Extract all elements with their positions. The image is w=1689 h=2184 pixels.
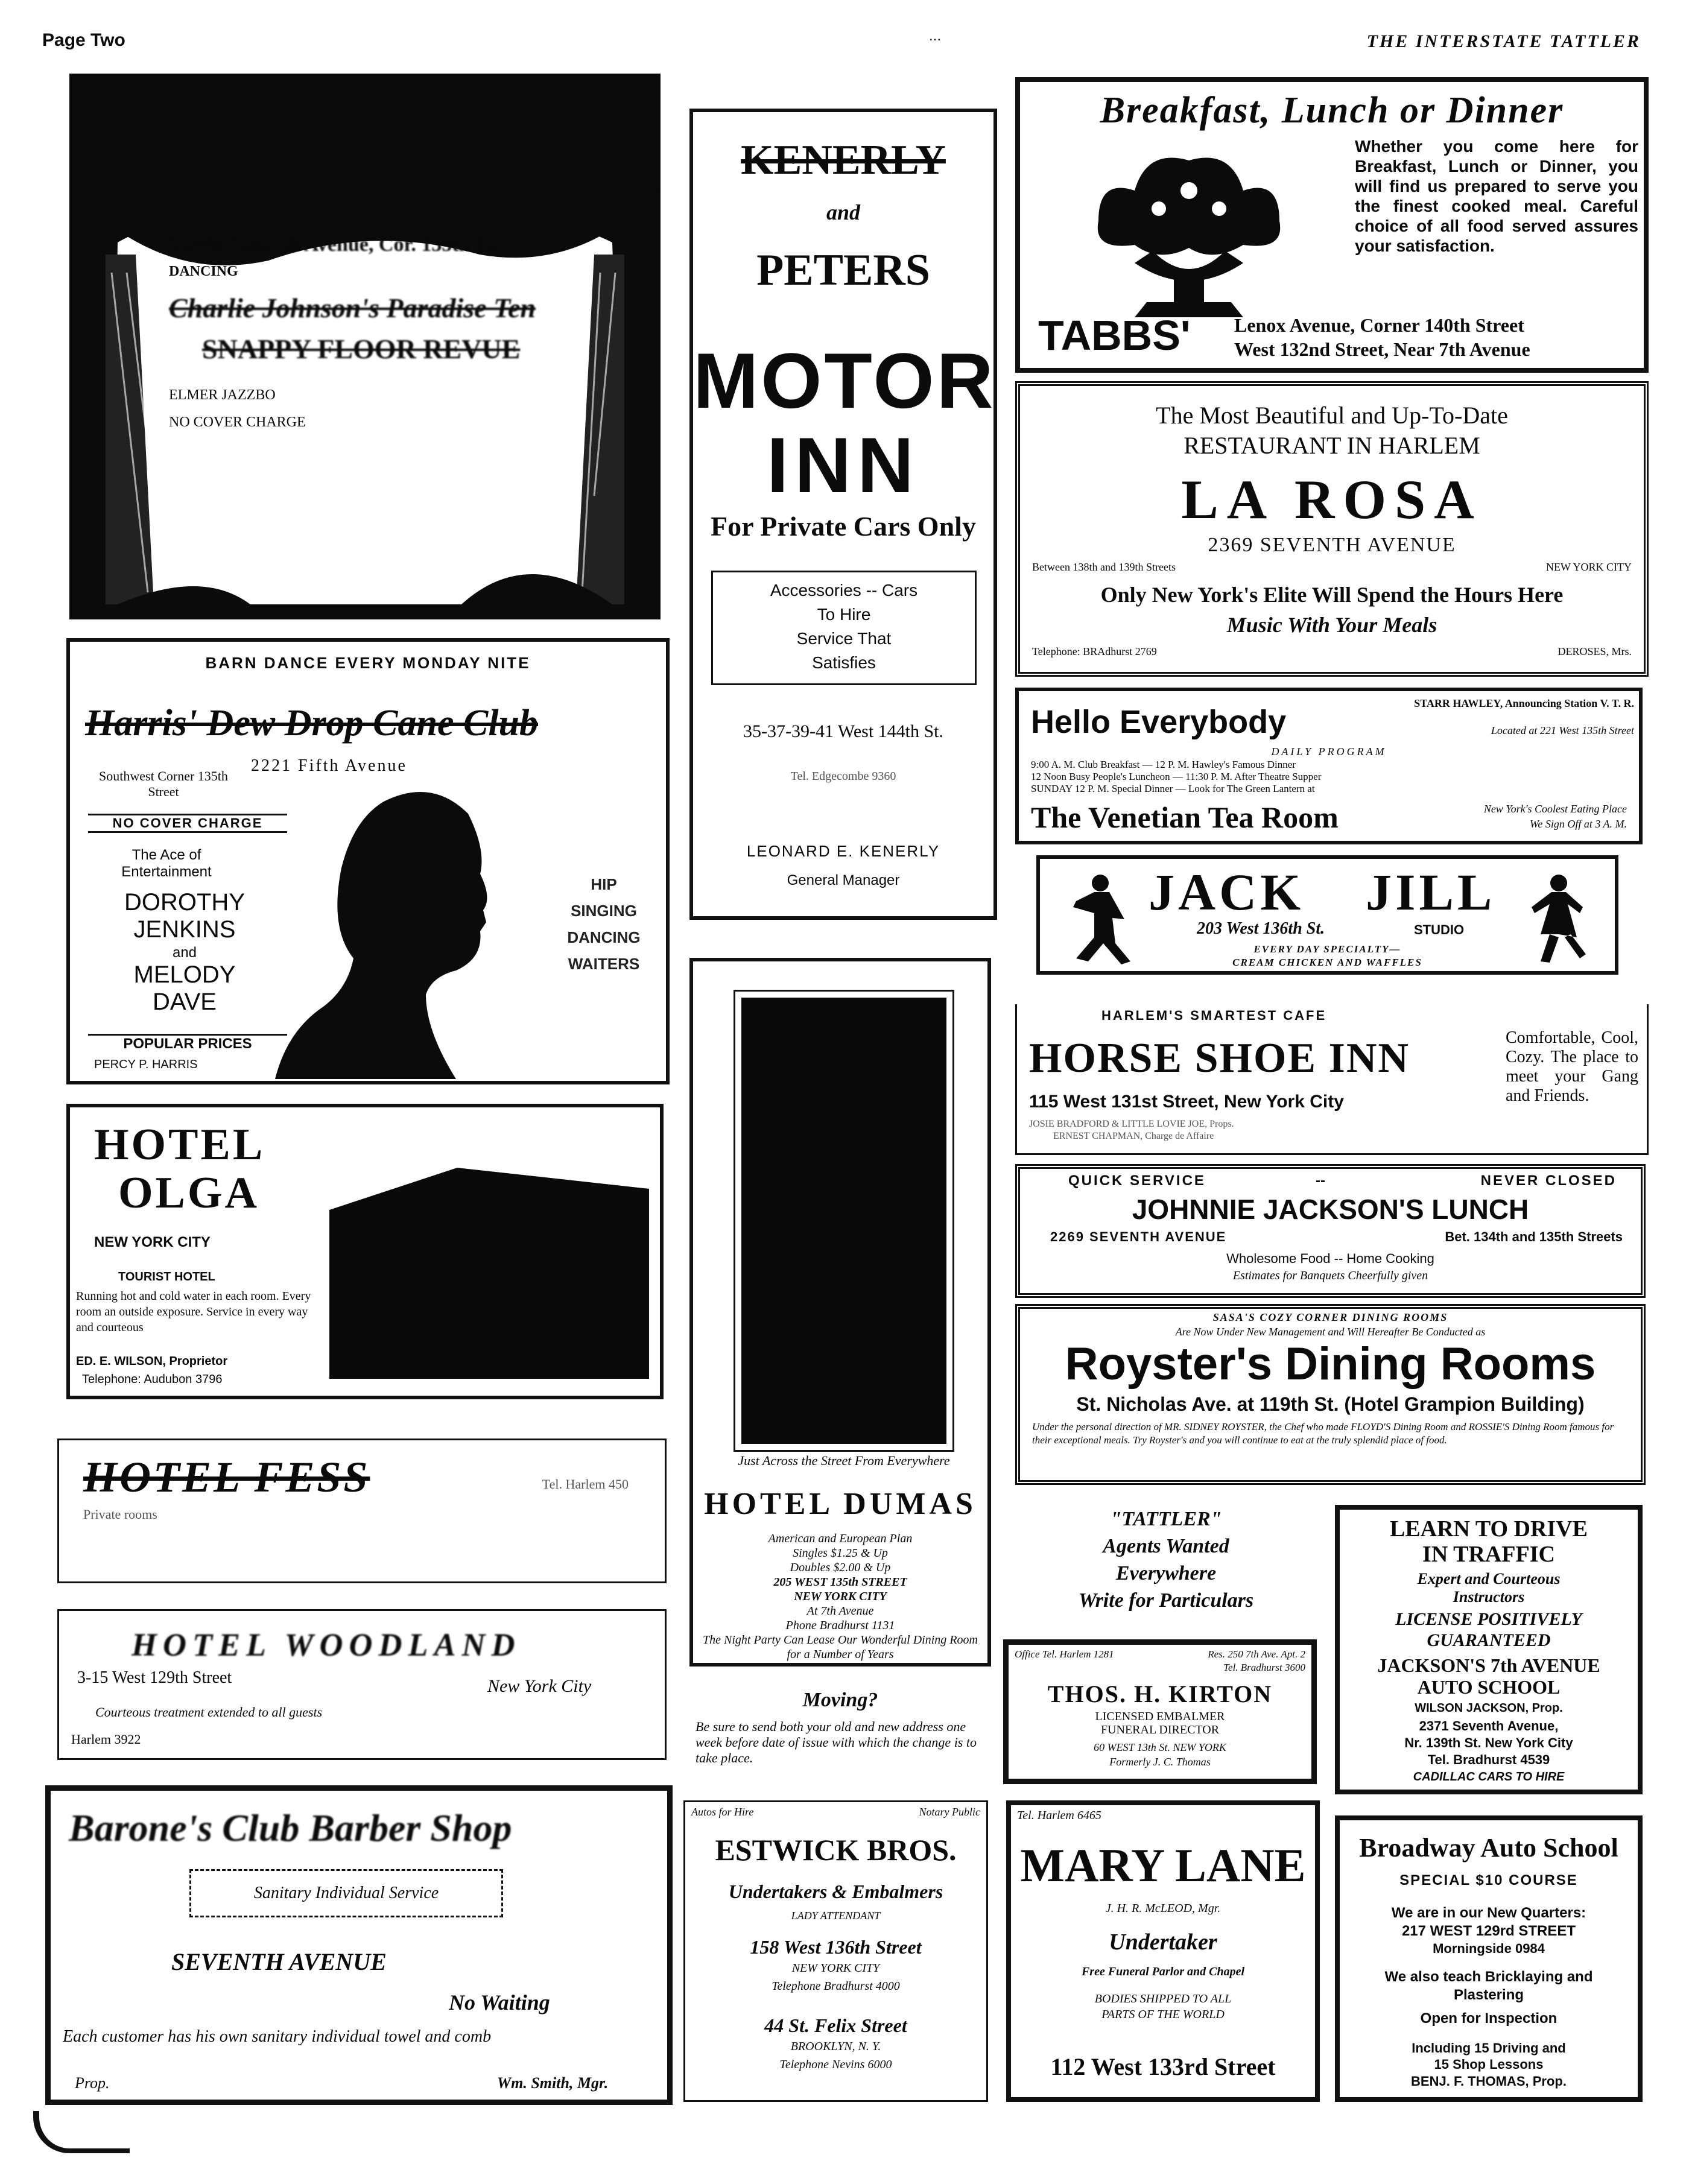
ad-hotel-fess	[57, 1439, 667, 1583]
ad-venetian-tea-room	[1015, 688, 1643, 844]
larosa-name: LA ROSA	[1181, 469, 1483, 530]
barber-title: Barone's Club Barber Shop	[69, 1806, 512, 1849]
venetian-starr: STARR HAWLEY, Announcing Station V. T. R.	[1414, 697, 1634, 709]
larosa-l1: The Most Beautiful and Up-To-Date	[1156, 402, 1508, 429]
estwick-sub: Undertakers & Embalmers	[728, 1881, 943, 1902]
ad-la-rosa	[1015, 381, 1649, 677]
dumas-l3: Doubles $2.00 & Up	[790, 1561, 891, 1574]
larosa-phone: Telephone: BRAdhurst 2769	[1032, 645, 1157, 657]
broadway-title: Broadway Auto School	[1359, 1833, 1618, 1863]
kirton-res: Res. 250 7th Ave. Apt. 2	[1208, 1648, 1305, 1660]
estwick-top-left: Autos for Hire	[691, 1806, 754, 1818]
ad-2294-line3: Charlie Johnson's Paradise Ten	[169, 293, 536, 323]
dancer-silhouette-left	[1064, 871, 1136, 967]
drive-addr2: Nr. 139th St. New York City	[1404, 1735, 1573, 1750]
marylane-address: 112 West 133rd Street	[1050, 2053, 1276, 2080]
johnnie-banquets: Estimates for Banquets Cheerfully given	[1232, 1269, 1428, 1282]
tattler-l3: Everywhere	[1115, 1562, 1217, 1584]
larosa-address: 2369 SEVENTH AVENUE	[1208, 534, 1456, 556]
drive-school1: JACKSON'S 7th AVENUE	[1377, 1654, 1600, 1676]
broadway-teach: We also teach Bricklaying and Plastering	[1384, 1969, 1593, 2003]
kenerly-acc1: Accessories -- Cars	[770, 581, 918, 600]
harris-side-2: SINGING	[571, 902, 637, 920]
venetian-program	[1031, 759, 1634, 795]
kenerly-motor: MOTOR	[693, 337, 996, 425]
harris-popular: POPULAR PRICES	[88, 1034, 287, 1052]
larosa-owner: DEROSES, Mrs.	[1557, 645, 1632, 657]
ad-harris-club	[66, 638, 670, 1084]
barber-nowait: No Waiting	[449, 1990, 550, 2015]
woodland-body: Courteous treatment extended to all guests	[95, 1704, 323, 1720]
jack-jill-every: EVERY DAY SPECIALTY—	[1253, 943, 1401, 955]
drive-school2: AUTO SCHOOL	[1417, 1676, 1561, 1698]
drive-l3: LICENSE POSITIVELY	[1395, 1609, 1582, 1629]
barber-prop: Prop.	[75, 2074, 110, 2092]
venetian-p2: 12 Noon Busy People's Luncheon — 11:30 P. M. After Theatre Supper	[1031, 771, 1322, 782]
johnnie-quick: QUICK SERVICE	[1068, 1173, 1206, 1189]
barber-mgr: Wm. Smith, Mgr.	[497, 2074, 609, 2092]
harris-ace: The Ace of Entertainment	[121, 847, 212, 880]
royster-body: Under the personal direction of MR. SIDNEY ROYSTER, the Chef who made FLOYD'S Dining Room and ROSSIE'S Dining Room famous for their exceptional meals. Try Royster's and you will continue to eat at the truly splendid place of food.	[1032, 1421, 1614, 1446]
ad-tattler-agents	[1015, 1502, 1317, 1629]
kenerly-title2: PETERS	[756, 245, 930, 295]
kirton-tel2: Tel. Bradhurst 3600	[1223, 1662, 1305, 1673]
ad-2294-line5: ELMER JAZZBO	[169, 387, 276, 403]
drive-prop: WILSON JACKSON, Prop.	[1415, 1701, 1563, 1715]
harris-proprietor: PERCY P. HARRIS	[94, 1058, 198, 1071]
johnnie-between: Bet. 134th and 135th Streets	[1445, 1229, 1623, 1244]
venetian-signoff: We Sign Off at 3 A. M.	[1530, 818, 1627, 830]
kirton-tel: Office Tel. Harlem 1281	[1015, 1648, 1114, 1660]
dumas-caption: Just Across the Street From Everywhere	[738, 1453, 950, 1468]
harris-and: and	[172, 945, 197, 961]
larosa-music: Music With Your Meals	[1226, 613, 1437, 637]
horseshoe-address: 115 West 131st Street, New York City	[1029, 1092, 1344, 1112]
dancer-silhouette-right	[1523, 871, 1595, 967]
woodland-title: HOTEL WOODLAND	[132, 1627, 521, 1663]
kenerly-acc4: Satisfies	[812, 653, 876, 672]
dumas-title: HOTEL DUMAS	[704, 1487, 977, 1521]
kenerly-address: 35-37-39-41 West 144th St.	[743, 721, 944, 741]
woodland-city: New York City	[487, 1676, 592, 1696]
harris-name3: MELODY	[133, 961, 236, 988]
estwick-title: ESTWICK BROS.	[715, 1833, 957, 1867]
marylane-bodies2: PARTS OF THE WORLD	[1101, 2008, 1225, 2021]
olga-tourist: TOURIST HOTEL	[118, 1270, 215, 1283]
horseshoe-staff1: JOSIE BRADFORD & LITTLE LOVIE JOE, Props.	[1029, 1119, 1234, 1129]
estwick-city2: BROOKLYN, N. Y.	[790, 2040, 881, 2053]
olga-title2: OLGA	[118, 1168, 259, 1218]
harris-title: Harris' Dew Drop Cane Club	[85, 703, 539, 744]
drive-l2: Instructors	[1453, 1588, 1525, 1606]
ad-tabbs	[1015, 77, 1649, 373]
jill-word: JILL	[1366, 863, 1496, 921]
estwick-city1: NEW YORK CITY	[791, 1961, 880, 1975]
kenerly-acc2: To Hire	[817, 605, 871, 624]
ad-estwick-bros	[683, 1800, 988, 2102]
kirton-lic2: FUNERAL DIRECTOR	[1100, 1723, 1220, 1736]
marylane-parlor: Free Funeral Parlor and Chapel	[1081, 1965, 1245, 1978]
harris-side-3: DANCING	[567, 928, 641, 946]
royster-address: St. Nicholas Ave. at 119th St. (Hotel Grampion Building)	[1076, 1393, 1585, 1415]
harris-side-1: HIP	[591, 875, 617, 893]
broadway-phone: Morningside 0984	[1433, 1941, 1545, 1956]
fountain-illustration	[1062, 142, 1316, 317]
olga-city: NEW YORK CITY	[94, 1234, 211, 1250]
kenerly-and: and	[826, 200, 861, 224]
harris-side-text	[547, 871, 661, 977]
page-header-right: THE INTERSTATE TATTLER	[1366, 31, 1641, 51]
estwick-lady: LADY ATTENDANT	[791, 1910, 881, 1922]
scan-edge-artifact	[33, 2111, 130, 2153]
venetian-daily: DAILY PROGRAM	[1271, 745, 1387, 758]
royster-top2: Are Now Under New Management and Will Hereafter Be Conducted as	[1175, 1326, 1486, 1338]
harris-top: BARN DANCE EVERY MONDAY NITE	[205, 654, 531, 672]
marylane-name: MARY LANE	[1020, 1839, 1306, 1891]
horseshoe-staff2: ERNEST CHAPMAN, Charge de Affaire	[1053, 1131, 1214, 1141]
woodland-address: 3-15 West 129th Street	[77, 1668, 232, 1687]
drive-tel: Tel. Bradhurst 4539	[1427, 1752, 1550, 1767]
ad-kenerly-peters	[689, 109, 997, 920]
horseshoe-top: HARLEM'S SMARTEST CAFE	[1101, 1008, 1327, 1023]
tabbs-body: Whether you come here for Breakfast, Lunch or Dinner, you will find us prepared to serve you the finest cooked meal. Careful choice of all food served assures your satisfaction.	[1355, 137, 1638, 255]
broadway-prop: BENJ. F. THOMAS, Prop.	[1411, 2074, 1567, 2089]
kenerly-manager-title: General Manager	[787, 872, 900, 888]
dumas-building-photo	[735, 992, 952, 1450]
kenerly-private: For Private Cars Only	[711, 511, 976, 542]
ad-roysters-dining-rooms	[1015, 1304, 1646, 1485]
tabbs-title: Breakfast, Lunch or Dinner	[1100, 90, 1564, 131]
woodland-phone: Harlem 3922	[71, 1732, 141, 1747]
drive-addr1: 2371 Seventh Avenue,	[1419, 1718, 1559, 1733]
venetian-coolest: New York's Coolest Eating Place	[1483, 803, 1627, 815]
tabbs-name: TABBS'	[1038, 312, 1191, 359]
olga-phone: Telephone: Audubon 3796	[82, 1373, 223, 1386]
harris-side-4: WAITERS	[568, 955, 640, 973]
ad-learn-to-drive	[1335, 1505, 1643, 1794]
broadway-open: Open for Inspection	[1420, 2010, 1557, 2027]
ad-hotel-woodland	[57, 1609, 667, 1760]
ad-horse-shoe-inn	[1015, 1004, 1649, 1155]
ad-mary-lane	[1006, 1800, 1320, 2102]
dumas-l5: NEW YORK CITY	[794, 1590, 887, 1603]
broadway-incl1: Including 15 Driving and	[1412, 2040, 1566, 2056]
estwick-tel1: Telephone Bradhurst 4000	[772, 1980, 900, 1993]
ad-2294-line1: 2294½ Seventh Avenue, Cor. 135th St.	[169, 233, 499, 256]
johnnie-name: JOHNNIE JACKSON'S LUNCH	[1132, 1194, 1529, 1225]
olga-title1: HOTEL	[94, 1120, 265, 1170]
harris-name4: DAVE	[153, 989, 217, 1015]
ad-kirton-funeral	[1003, 1639, 1317, 1784]
jack-word: JACK	[1149, 863, 1305, 921]
kirton-name: THOS. H. KIRTON	[1047, 1680, 1273, 1708]
fess-right: Tel. Harlem 450	[542, 1477, 629, 1492]
drive-title1: LEARN TO DRIVE	[1389, 1516, 1588, 1542]
ad-moving-notice	[689, 1689, 991, 1791]
drive-title2: IN TRAFFIC	[1422, 1542, 1555, 1567]
royster-top1: SASA'S COZY CORNER DINING ROOMS	[1212, 1311, 1448, 1323]
ad-hotel-dumas	[689, 958, 991, 1666]
tabbs-addr2: West 132nd Street, Near 7th Avenue	[1234, 338, 1530, 360]
venetian-p3: SUNDAY 12 P. M. Special Dinner — Look for The Green Lantern at	[1031, 783, 1315, 794]
larosa-between: Between 138th and 139th Streets	[1032, 561, 1176, 573]
ad-2294-line4: SNAPPY FLOOR REVUE	[202, 334, 521, 364]
ad-jack-and-jill	[1036, 855, 1618, 975]
moving-title: Moving?	[802, 1689, 878, 1711]
drive-l1: Expert and Courteous	[1417, 1570, 1561, 1587]
venetian-name: The Venetian Tea Room	[1031, 800, 1339, 834]
barber-address: SEVENTH AVENUE	[171, 1948, 387, 1975]
venetian-hello: Hello Everybody	[1031, 704, 1287, 740]
larosa-l2: RESTAURANT IN HARLEM	[1184, 432, 1480, 459]
horseshoe-side: Comfortable, Cool, Cozy. The place to meet your Gang and Friends.	[1506, 1028, 1638, 1105]
broadway-addr: 217 WEST 129rd STREET	[1401, 1923, 1576, 1939]
tattler-l1: "TATTLER"	[1110, 1508, 1222, 1530]
dumas-l2: Singles $1.25 & Up	[793, 1546, 888, 1560]
ad-broadway-auto-school	[1335, 1815, 1643, 2102]
olga-manager: ED. E. WILSON, Proprietor	[76, 1355, 228, 1368]
kenerly-manager-name: LEONARD E. KENERLY	[746, 842, 940, 860]
harris-address: 2221 Fifth Avenue	[251, 756, 407, 775]
olga-building-photo	[329, 1168, 649, 1379]
page-header-left: Page Two	[42, 30, 125, 50]
venetian-p1: 9:00 A. M. Club Breakfast — 12 P. M. Hawley's Famous Dinner	[1031, 759, 1296, 770]
dumas-l6: At 7th Avenue	[806, 1604, 874, 1618]
fess-title: HOTEL FESS	[83, 1453, 370, 1501]
broadway-special: SPECIAL $10 COURSE	[1399, 1872, 1578, 1888]
barber-body: Each customer has his own sanitary individual towel and comb	[63, 2027, 492, 2046]
johnnie-food: Wholesome Food -- Home Cooking	[1226, 1251, 1434, 1266]
tabbs-addr1: Lenox Avenue, Corner 140th Street	[1234, 314, 1524, 336]
marylane-under: Undertaker	[1109, 1929, 1217, 1955]
ad-johnnie-jacksons-lunch	[1015, 1164, 1646, 1298]
marylane-tel: Tel. Harlem 6465	[1017, 1809, 1101, 1822]
moving-body: Be sure to send both your old and new address one week before date of issue with which the change is to take place.	[696, 1719, 977, 1765]
dumas-l8: The Night Party Can Lease Our Wonderful Dining Room for a Number of Years	[703, 1633, 978, 1661]
portrait-silhouette	[275, 777, 528, 1079]
jack-jill-address: 203 West 136th St.	[1197, 919, 1325, 938]
ad-2294-seventh	[69, 74, 661, 619]
dumas-l7: Phone Bradhurst 1131	[785, 1619, 895, 1632]
kirton-formerly: Formerly J. C. Thomas	[1109, 1756, 1211, 1768]
larosa-city: NEW YORK CITY	[1546, 561, 1632, 573]
dumas-details	[699, 1531, 981, 1662]
royster-name: Royster's Dining Rooms	[1065, 1338, 1596, 1390]
kenerly-tel: Tel. Edgecombe 9360	[790, 770, 896, 783]
broadway-incl2: 15 Shop Lessons	[1434, 2057, 1544, 2072]
ad-hotel-olga	[66, 1104, 664, 1399]
jack-jill-cream: CREAM CHICKEN AND WAFFLES	[1232, 957, 1422, 968]
kenerly-title1: KENERLY	[741, 137, 946, 183]
dumas-l4: 205 WEST 135th STREET	[773, 1575, 907, 1589]
tattler-l2: Agents Wanted	[1103, 1535, 1229, 1557]
horseshoe-name: HORSE SHOE INN	[1029, 1035, 1410, 1081]
drive-l4: GUARANTEED	[1427, 1630, 1551, 1650]
fess-body: Private rooms	[83, 1507, 157, 1522]
harris-name1: DOROTHY	[124, 889, 245, 916]
kirton-lic1: LICENSED EMBALMER	[1095, 1710, 1225, 1723]
kirton-address: 60 WEST 13th St. NEW YORK	[1094, 1741, 1226, 1753]
harris-name2: JENKINS	[133, 916, 236, 943]
harris-nocover: NO COVER CHARGE	[88, 814, 287, 833]
ad-2294-line6: NO COVER CHARGE	[169, 414, 306, 430]
johnnie-dash: --	[1316, 1173, 1325, 1189]
marylane-bodies1: BODIES SHIPPED TO ALL	[1094, 1992, 1232, 2005]
johnnie-address: 2269 SEVENTH AVENUE	[1050, 1229, 1227, 1244]
estwick-tel2: Telephone Nevins 6000	[779, 2058, 892, 2071]
ad-2294-line2: DANCING	[169, 264, 238, 279]
larosa-elite: Only New York's Elite Will Spend the Hours Here	[1100, 583, 1564, 607]
barber-badge: Sanitary Individual Service	[189, 1869, 503, 1917]
johnnie-never: NEVER CLOSED	[1480, 1173, 1617, 1189]
kenerly-services	[711, 571, 977, 685]
marylane-mgr: J. H. R. McLEOD, Mgr.	[1105, 1902, 1221, 1915]
estwick-addr2: 44 St. Felix Street	[764, 2015, 907, 2036]
tattler-l4: Write for Particulars	[1078, 1589, 1254, 1612]
venetian-located: Located at 221 West 135th Street	[1491, 724, 1634, 736]
dumas-l1: American and European Plan	[768, 1532, 913, 1545]
drive-cadillac: CADILLAC CARS TO HIRE	[1413, 1770, 1565, 1784]
kenerly-acc3: Service That	[796, 629, 892, 648]
broadway-new: We are in our New Quarters:	[1391, 1905, 1586, 1921]
ad-barber-shop	[45, 1785, 673, 2105]
jack-jill-studio: STUDIO	[1414, 922, 1465, 937]
kenerly-inn: INN	[767, 421, 920, 509]
estwick-top-right: Notary Public	[919, 1806, 980, 1818]
page-header-center: ...	[929, 28, 942, 44]
olga-body: Running hot and cold water in each room. Every room an outside exposure. Service in every way and courteous	[76, 1290, 311, 1334]
harris-southwest: Southwest Corner 135th Street	[99, 768, 228, 799]
estwick-addr1: 158 West 136th Street	[750, 1936, 922, 1958]
